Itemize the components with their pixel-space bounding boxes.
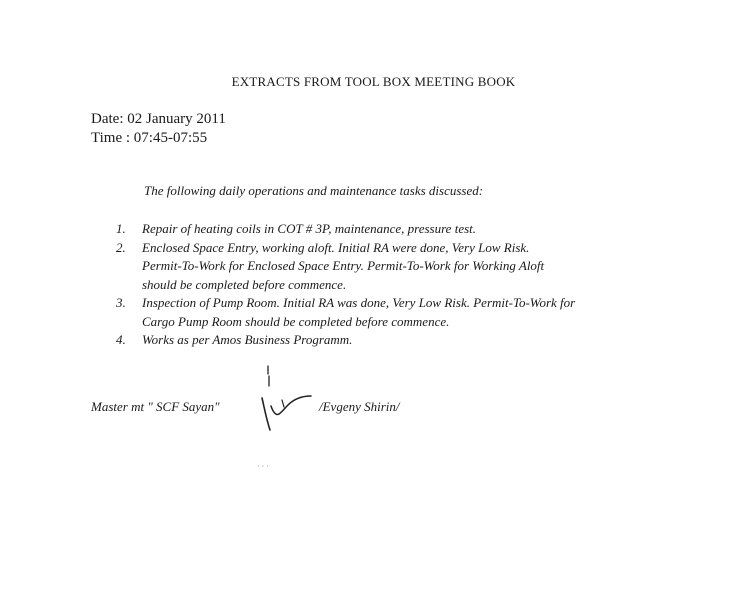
task-item (116, 239, 676, 295)
task-line: Enclosed Space Entry, working aloft. Initial RA were done, Very Low Risk. (142, 239, 530, 255)
task-number: 3. (116, 295, 126, 310)
task-number: 1. (116, 221, 126, 236)
task-line: Works as per Amos Business Programm. (142, 332, 353, 347)
task-item (116, 294, 676, 331)
task-line: Permit-To-Work for Enclosed Space Entry. Permit-To-Work for Working Aloft (142, 258, 545, 273)
signer-name: /Evgeny Shirin/ (319, 399, 400, 414)
task-line: Inspection of Pump Room. Initial RA was done, Very Low Risk. Permit-To-Work for (142, 295, 576, 310)
task-item (116, 331, 676, 350)
task-list (116, 220, 676, 350)
scan-speck: · · · (257, 462, 269, 471)
task-number: 4. (116, 332, 126, 347)
handwritten-signature (255, 360, 335, 440)
task-number: 2. (116, 239, 126, 255)
meeting-time: Time : 07:45-07:55 (91, 130, 208, 146)
master-label: Master mt " SCF Sayan" (91, 399, 220, 414)
task-line: Repair of heating coils in COT # 3P, maintenance, pressure test. (142, 221, 477, 236)
meeting-date: Date: 02 January 2011 (91, 111, 226, 127)
task-line: Cargo Pump Room should be completed before commence. (142, 313, 450, 329)
task-line: should be completed before commence. (142, 276, 347, 292)
task-item (116, 220, 676, 239)
document-title: EXTRACTS FROM TOOL BOX MEETING BOOK (231, 74, 516, 89)
tasks-intro: The following daily operations and maintenance tasks discussed: (144, 183, 484, 198)
